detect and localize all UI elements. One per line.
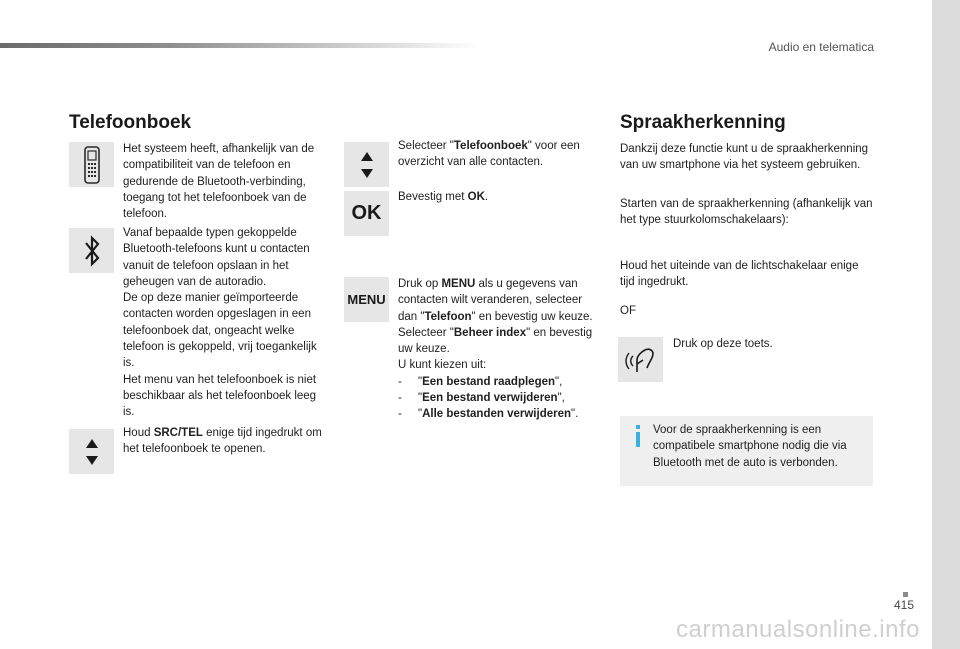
spraak-intro: Dankzij deze functie kunt u de spraakherkenning van uw smartphone via het systeem gebruiken. bbox=[620, 143, 869, 172]
up-down-arrows-icon bbox=[344, 142, 389, 187]
telefoonboek-import-text bbox=[123, 225, 323, 421]
page-number: 415 bbox=[893, 598, 914, 612]
import-paragraph-3: Het menu van het telefoonboek is niet beschikbaar als het telefoonboek leeg is. bbox=[123, 373, 317, 419]
telefoonboek-heading: Telefoonboek bbox=[69, 112, 192, 133]
spraak-start: Starten van de spraakherkenning (afhankelijk van het type stuurkolomschakelaars): bbox=[620, 198, 873, 227]
page-marker bbox=[903, 592, 908, 597]
option-1: - "Een bestand raadplegen", bbox=[398, 375, 563, 388]
phone-icon bbox=[69, 142, 114, 187]
src-tel-instruction: Houd SRC/TEL enige tijd ingedrukt om het telefoonboek te openen. bbox=[123, 427, 322, 456]
ok-icon bbox=[344, 191, 389, 236]
import-paragraph-1: Vanaf bepaalde typen gekoppelde Bluetooth-telefoons kunt u contacten vanuit de telefoon opslaan in het geheugen van de autoradio. bbox=[123, 227, 310, 288]
choose-line: U kunt kiezen uit: bbox=[398, 359, 487, 372]
select-telefoonboek-text: Selecteer "Telefoonboek" voor een overzicht van alle contacten. bbox=[398, 140, 580, 169]
ok-label: OK bbox=[351, 202, 382, 224]
menu-icon bbox=[344, 277, 389, 322]
import-paragraph-2: De op deze manier geïmporteerde contacten worden opgeslagen in een telefoonboek dat, ongeacht welke telefoon is gekoppeld, vrij toegankelijk is. bbox=[123, 292, 317, 370]
option-3: - "Alle bestanden verwijderen". bbox=[398, 408, 579, 421]
spraakherkenning-heading: Spraakherkenning bbox=[620, 112, 786, 133]
menu-instructions bbox=[398, 276, 598, 423]
telefoonboek-intro: Het systeem heeft, afhankelijk van de compatibiliteit van de telefoon en gedurende de Bluetooth-verbinding, toegang tot het telefoonboek van de telefoon. bbox=[123, 143, 315, 221]
menu-paragraph: Druk op MENU als u gegevens van contacten wilt veranderen, selecteer dan "Telefoon" en bevestig uw keuze. bbox=[398, 278, 593, 323]
press-button-text: Druk op deze toets. bbox=[673, 338, 773, 350]
header-bar bbox=[0, 43, 480, 48]
section-title: Audio en telematica bbox=[768, 40, 874, 54]
beheer-index-paragraph: Selecteer "Beheer index" en bevestig uw keuze. bbox=[398, 326, 593, 356]
info-text: Voor de spraakherkenning is een compatibele smartphone nodig die via Bluetooth met de auto is verbonden. bbox=[653, 424, 847, 469]
spraak-hold-switch: Houd het uiteinde van de lichtschakelaar enige tijd ingedrukt. bbox=[620, 260, 859, 289]
option-2: - "Een bestand verwijderen", bbox=[398, 392, 565, 405]
menu-label: MENU bbox=[347, 292, 386, 307]
page-side-band bbox=[932, 0, 960, 649]
bluetooth-icon bbox=[69, 228, 114, 273]
up-down-arrows-icon bbox=[69, 429, 114, 474]
watermark: carmanualsonline.info bbox=[676, 616, 920, 643]
voice-hand-icon bbox=[618, 337, 663, 382]
info-icon bbox=[632, 425, 644, 452]
confirm-ok-text: Bevestig met OK. bbox=[398, 191, 489, 203]
or-label: OF bbox=[620, 305, 636, 317]
